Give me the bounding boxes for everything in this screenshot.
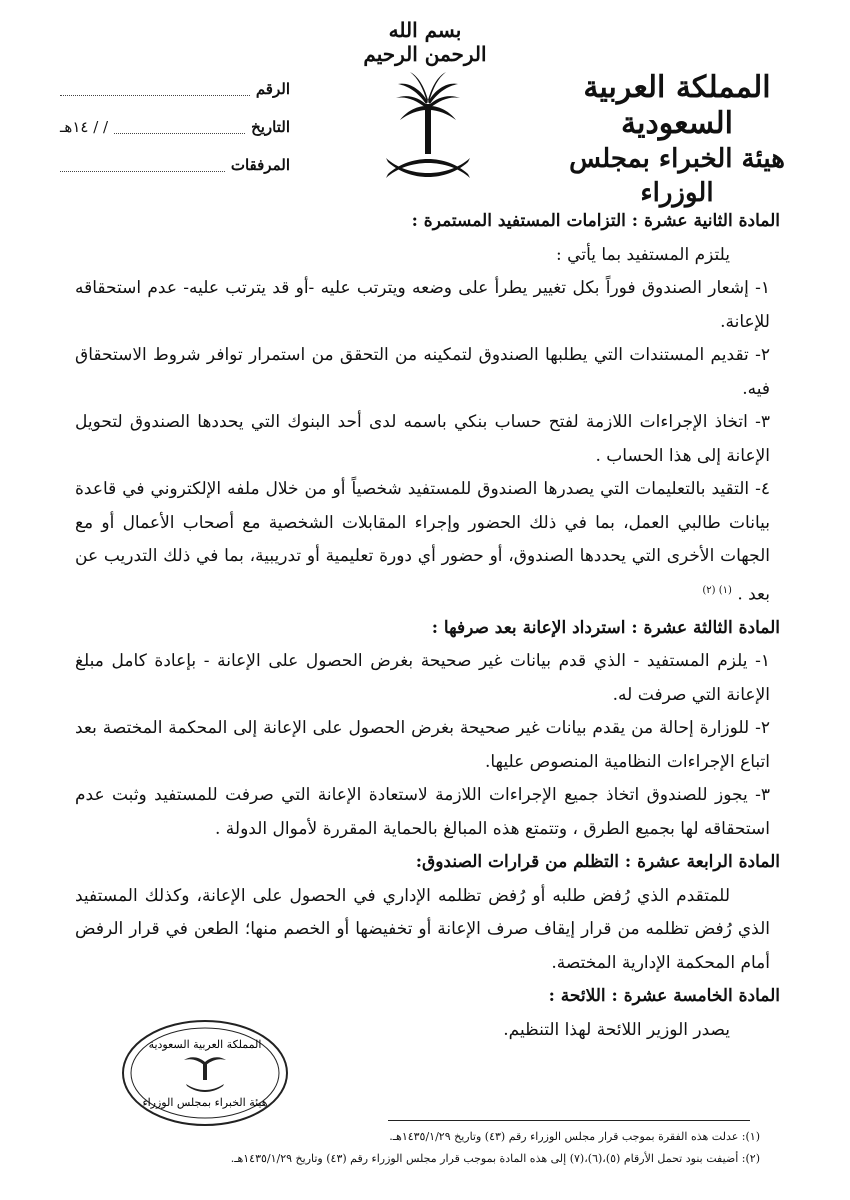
date-label: التاريخ [251, 118, 290, 136]
kingdom-name: المملكة العربية السعودية [583, 70, 771, 141]
saudi-emblem-icon [378, 66, 478, 186]
footnotes [60, 1126, 760, 1170]
stamp-text-top: المملكة العربية السعودية [148, 1038, 262, 1051]
footnote: (٢): أضيفت بنود تحمل الأرقام (٥)،(٦)،(٧) إلى هذه المادة بموجب قرار مجلس الوزراء رقم (٤٣) وتاريخ ١٤٣٥/١/٢٩هـ. [230, 1152, 760, 1165]
reference-block [60, 70, 290, 184]
article-intro: يلتزم المستفيد بما يأتي : [556, 244, 730, 265]
list-item: ١- يلزم المستفيد - الذي قدم بيانات غير صحيحة بغرض الحصول على الإعانة - بإعادة كامل مبلغ الإعانة التي صرفت له. [75, 651, 770, 705]
article-13 [75, 612, 780, 847]
footnote-marks: (١) (٢) [702, 584, 732, 596]
official-stamp [120, 1018, 290, 1128]
article-title: المادة الثانية عشرة : التزامات المستفيد المستمرة : [411, 211, 780, 231]
agency-name: هيئة الخبراء بمجلس الوزراء [569, 144, 785, 208]
list-item: ٣- يجوز للصندوق اتخاذ جميع الإجراءات اللازمة لاستعادة الإعانة التي صرفت للمستفيد وثبت عدم استحقاقه لها بجميع الطرق ، وتتمتع هذه المبالغ بالحماية المقررة لأموال الدولة . [75, 785, 770, 839]
article-paragraph: يصدر الوزير اللائحة لهذا التنظيم. [503, 1019, 730, 1040]
item-text: ٤- التقيد بالتعليمات التي يصدرها الصندوق للمستفيد شخصياً أو من خلال ملفه الإلكتروني في قاعدة بيانات طالبي العمل، بما في ذلك الحضور وإجراء المقابلات الشخصية مع أصحاب الأعمال أو مع الجهات الأخرى التي يحددها الصندوق، أو حضور أي دورة تعليمية أو تدريبية، بما في ذلك التدريب عن بعد . [75, 479, 770, 605]
article-14 [75, 846, 780, 980]
article-title: المادة الخامسة عشرة : اللائحة : [548, 986, 780, 1007]
list-item [75, 473, 770, 612]
article-paragraph: للمتقدم الذي رُفض طلبه أو رُفض تظلمه الإداري في الحصول على الإعانة، وكذلك المستفيد الذي رُفض تظلمه من قرار إيقاف صرف الإعانة أو تخفيضها أو الخصم منها؛ الطعن في قرار الرفض أمام المحكمة الإدارية المختصة. [75, 885, 770, 973]
ref-dots [60, 83, 250, 96]
footnote-divider [388, 1120, 750, 1121]
attachments-row [60, 146, 290, 184]
article-title: المادة الثالثة عشرة : استرداد الإعانة بعد صرفها : [431, 617, 780, 638]
stamp-text-bottom: هيئة الخبراء بمجلس الوزراء [142, 1096, 268, 1109]
list-item: ٣- اتخاذ الإجراءات اللازمة لفتح حساب بنكي باسمه لدى أحد البنوك التي يحددها الصندوق لتحويل الإعانة إلى هذا الحساب . [75, 412, 770, 466]
list-item: ٢- للوزارة إحالة من يقدم بيانات غير صحيحة بغرض الحصول على الإعانة إلى المحكمة المختصة بعد اتباع الإجراءات النظامية المنصوص عليها. [75, 718, 770, 772]
stamp-emblem-icon [184, 1057, 226, 1092]
date-dots [114, 121, 245, 134]
ref-row [60, 70, 290, 108]
date-row [60, 108, 290, 146]
date-value: / / ١٤هـ [60, 118, 109, 136]
attachments-label: المرفقات [230, 156, 290, 174]
basmala: بسم الله الرحمن الرحيم [363, 18, 487, 66]
letterhead-title [542, 70, 812, 210]
footnote: (١): عدلت هذه الفقرة بموجب قرار مجلس الوزراء رقم (٤٣) وتاريخ ١٤٣٥/١/٢٩هـ. [389, 1130, 760, 1143]
list-item: ١- إشعار الصندوق فوراً بكل تغيير يطرأ على وضعه ويترتب عليه -أو قد يترتب عليه- عدم استحقاقه للإعانة. [75, 278, 770, 332]
ref-label: الرقم [255, 80, 290, 98]
article-title: المادة الرابعة عشرة : التظلم من قرارات الصندوق: [415, 852, 780, 873]
attachments-dots [60, 159, 225, 172]
document-body [75, 205, 780, 1047]
article-12 [75, 205, 780, 612]
list-item: ٢- تقديم المستندات التي يطلبها الصندوق لتمكينه من التحقق من استمرار توافر شروط الاستحقاق فيه. [75, 345, 770, 399]
